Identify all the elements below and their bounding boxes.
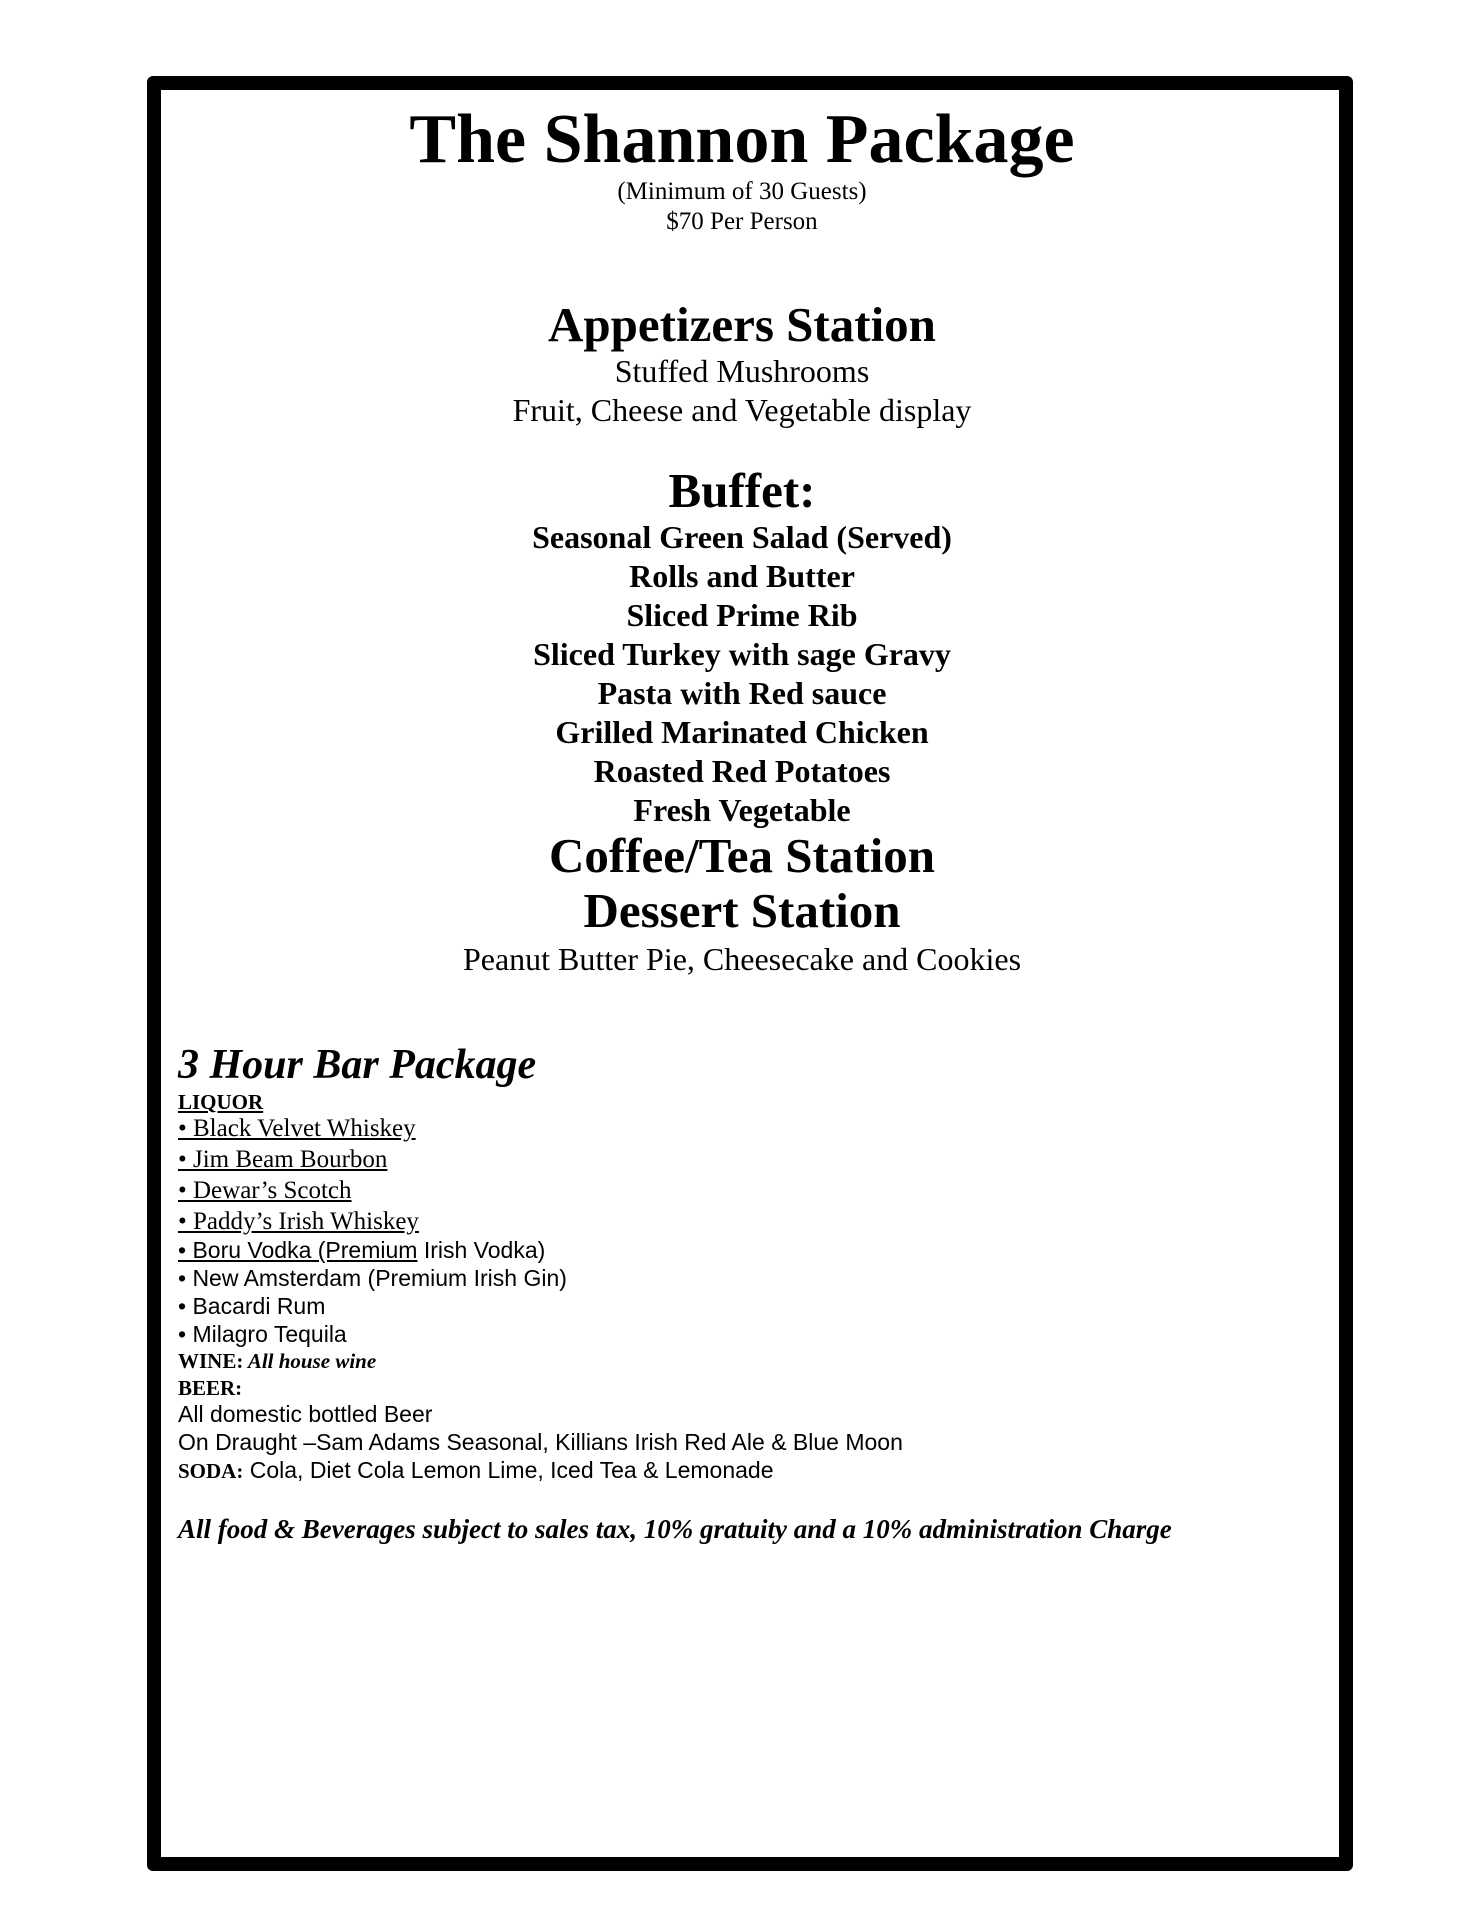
minimum-guests: (Minimum of 30 Guests) (617, 178, 867, 205)
buffet-item: Seasonal Green Salad (Served) (532, 519, 952, 555)
buffet-heading: Buffet: (668, 463, 816, 518)
soda-label: SODA: (178, 1459, 244, 1483)
buffet-item: Sliced Prime Rib (626, 597, 858, 633)
soda-line (178, 1456, 774, 1485)
appetizer-item: Fruit, Cheese and Vegetable display (512, 392, 972, 428)
dessert-item: Peanut Butter Pie, Cheesecake and Cookies (462, 941, 1022, 977)
liquor-item: • Paddy’s Irish Whiskey (178, 1208, 419, 1235)
tax-gratuity-note: All food & Beverages subject to sales tax, 10% gratuity and a 10% administration Charge (178, 1514, 1172, 1544)
buffet-item: Grilled Marinated Chicken (555, 714, 929, 750)
boru-rest: Irish Vodka) (417, 1237, 546, 1263)
soda-value: Cola, Diet Cola Lemon Lime, Iced Tea & Lemonade (243, 1457, 774, 1483)
liquor-item: • New Amsterdam (Premium Irish Gin) (178, 1265, 567, 1291)
dessert-heading: Dessert Station (583, 883, 901, 938)
liquor-item: • Dewar’s Scotch (178, 1177, 352, 1204)
price-per-person: $70 Per Person (666, 208, 818, 235)
buffet-item: Pasta with Red sauce (597, 675, 887, 711)
liquor-item: • Milagro Tequila (178, 1321, 347, 1347)
wine-line (178, 1348, 376, 1375)
appetizer-item: Stuffed Mushrooms (614, 353, 870, 389)
beer-label: BEER: (178, 1376, 243, 1400)
coffee-tea-heading: Coffee/Tea Station (548, 828, 936, 883)
liquor-item: • Black Velvet Whiskey (178, 1115, 416, 1142)
package-title: The Shannon Package (409, 101, 1075, 178)
boru-underlined: • Boru Vodka (Premium (178, 1237, 418, 1263)
wine-label: WINE: (178, 1349, 244, 1373)
liquor-heading: LIQUOR (178, 1090, 264, 1114)
buffet-item: Fresh Vegetable (633, 792, 851, 828)
buffet-item: Rolls and Butter (629, 558, 855, 594)
buffet-item: Roasted Red Potatoes (593, 753, 891, 789)
wine-value: All house wine (243, 1349, 377, 1373)
bar-package-title: 3 Hour Bar Package (178, 1042, 537, 1088)
beer-line: All domestic bottled Beer (178, 1401, 433, 1427)
liquor-item: • Jim Beam Bourbon (178, 1146, 388, 1173)
liquor-item-boru (178, 1236, 545, 1264)
buffet-item: Sliced Turkey with sage Gravy (533, 636, 951, 672)
beer-line: On Draught –Sam Adams Seasonal, Killians Irish Red Ale & Blue Moon (178, 1429, 903, 1455)
liquor-item: • Bacardi Rum (178, 1293, 326, 1319)
appetizers-heading: Appetizers Station (548, 297, 936, 352)
